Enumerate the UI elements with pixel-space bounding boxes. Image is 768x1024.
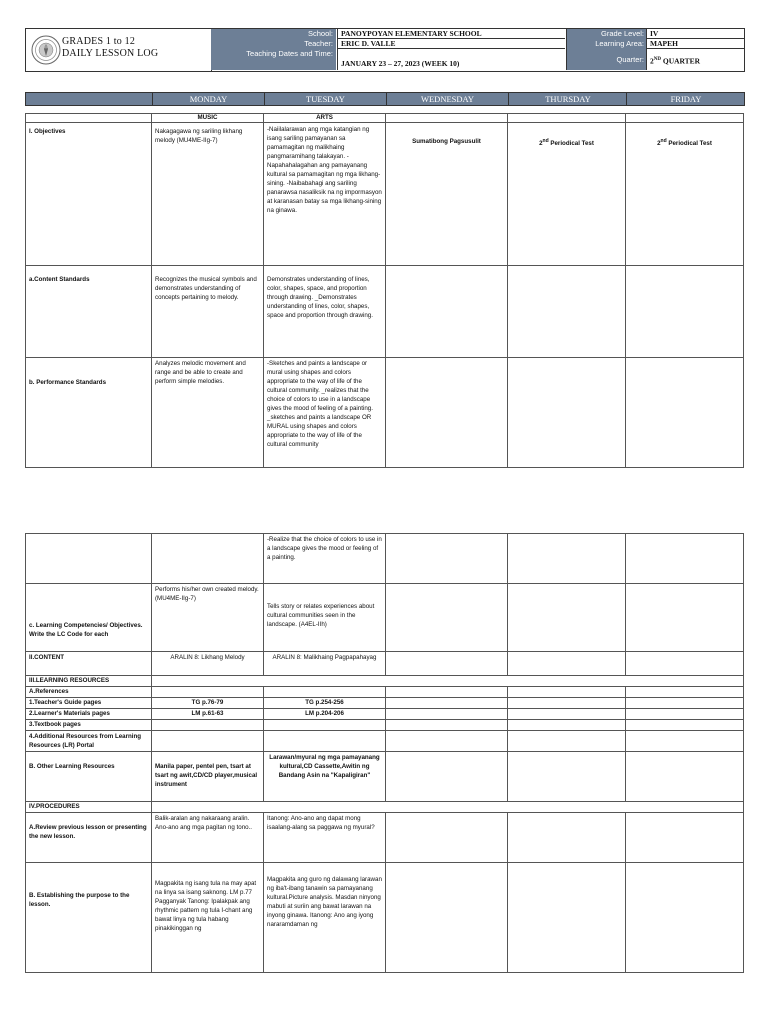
empty-cell xyxy=(508,720,626,731)
day-friday: FRIDAY xyxy=(626,93,745,105)
area-value: MAPEH xyxy=(646,39,744,49)
blank-cell xyxy=(152,534,264,584)
lesson-table-part2 xyxy=(25,533,744,973)
dates-value: JANUARY 23 – 27, 2023 (WEEK 10) xyxy=(337,49,565,70)
school-label: School: xyxy=(211,29,336,39)
wed-objectives: Sumatibong Pagsusulit xyxy=(386,123,508,266)
row-label: 1.Teacher's Guide pages xyxy=(26,698,152,709)
day-wednesday: WEDNESDAY xyxy=(386,93,508,105)
empty-cell xyxy=(386,534,508,584)
day-header-bar xyxy=(25,92,745,106)
tue-content-standards: Demonstrates understanding of lines, color, shapes, space, and proportion through drawing. _Demonstrates understanding of lines, color, shapes, space and proportion through drawing. xyxy=(264,266,386,358)
header-block xyxy=(25,28,745,72)
row-purpose xyxy=(26,863,744,973)
subject-arts: ARTS xyxy=(264,114,386,123)
empty-cell xyxy=(626,584,744,652)
row-content xyxy=(26,652,744,676)
form-title-line2: DAILY LESSON LOG xyxy=(62,48,159,59)
empty-cell xyxy=(626,652,744,676)
row-learners-materials xyxy=(26,709,744,720)
row-standards-continued xyxy=(26,534,744,584)
empty-cell xyxy=(386,584,508,652)
empty-cell xyxy=(508,752,626,802)
thu-objectives: 2nd Periodical Test xyxy=(508,123,626,266)
empty-cell xyxy=(626,813,744,863)
empty-cell xyxy=(508,863,626,973)
row-additional-resources xyxy=(26,731,744,752)
row-review xyxy=(26,813,744,863)
empty-cell xyxy=(508,687,626,698)
mon-review: Balik-aralan ang nakaraang aralin. Ano-ano ang mga pagitan ng tono.. xyxy=(152,813,264,863)
empty-cell xyxy=(386,358,508,468)
empty-cell xyxy=(264,687,386,698)
tue-lm: LM p.204-206 xyxy=(264,709,386,720)
empty-cell xyxy=(386,652,508,676)
quarter-label: Quarter: xyxy=(566,49,647,70)
row-textbook xyxy=(26,720,744,731)
blank-cell xyxy=(386,114,508,123)
empty-cell xyxy=(386,863,508,973)
row-teachers-guide xyxy=(26,698,744,709)
empty-cell xyxy=(626,687,744,698)
row-label: IV.PROCEDURES xyxy=(26,802,152,813)
blank-cell xyxy=(152,802,744,813)
tue-performance-standards: -Sketches and paints a landscape or mural using shapes and colors appropriate to the way of life of the cultural community. _realizes that the choice of colors to use in a landscape gives the mood of feeling of a painting. _sketches and paints a landscape OR MURAL using shapes and colors appropriate to the way of life of the cultural community xyxy=(264,358,386,468)
day-thursday: THURSDAY xyxy=(508,93,627,105)
empty-cell xyxy=(386,813,508,863)
form-title-line1: GRADES 1 to 12 xyxy=(62,36,136,47)
lesson-table-part1 xyxy=(25,113,744,468)
mon-purpose: Magpakita ng isang tula na may apat na linya sa isang saknong. LM p.77 Pagganyak Tanong: Ipalakpak ang rhythmic pattern ng tula I-chant ang bawat linya ng tula habang pinakikinggan ng xyxy=(152,863,264,973)
fri-objectives: 2nd Periodical Test xyxy=(626,123,744,266)
empty-cell xyxy=(508,731,626,752)
tue-standards-continued: -Realize that the choice of colors to use in a landscape gives the mood or feeling of a painting. xyxy=(264,534,386,584)
empty-cell xyxy=(626,534,744,584)
row-label: A.References xyxy=(26,687,152,698)
empty-cell xyxy=(508,584,626,652)
mon-objectives: Nakagagawa ng sariling likhang melody (MU4ME-IIg-7) xyxy=(152,123,264,266)
empty-cell xyxy=(386,720,508,731)
row-label: c. Learning Competencies/ Objectives. Write the LC Code for each xyxy=(26,584,152,652)
empty-cell xyxy=(508,652,626,676)
school-value: PANOYPOYAN ELEMENTARY SCHOOL xyxy=(337,29,565,39)
tue-review: Itanong: Ano-ano ang dapat mong isaalang-alang sa paggawa ng myural? xyxy=(264,813,386,863)
empty-cell xyxy=(626,731,744,752)
empty-cell xyxy=(386,731,508,752)
mon-lm: LM p.61-63 xyxy=(152,709,264,720)
empty-cell xyxy=(264,731,386,752)
tue-other-resources: Larawan/myural ng mga pamayanang kultural,CD Cassette,Awitin ng Bandang Asin na "Kapaligiran" xyxy=(264,752,386,802)
empty-cell xyxy=(386,266,508,358)
mon-tg: TG p.76-79 xyxy=(152,698,264,709)
mon-competencies: Performs his/her own created melody. (MU4ME-IIg-7) xyxy=(152,584,264,652)
blank-cell xyxy=(26,114,152,123)
empty-cell xyxy=(386,752,508,802)
tue-tg: TG p.254-256 xyxy=(264,698,386,709)
blank-cell xyxy=(626,114,744,123)
empty-cell xyxy=(508,813,626,863)
empty-cell xyxy=(626,358,744,468)
row-label: B. Other Learning Resources xyxy=(26,752,152,802)
blank-cell xyxy=(26,534,152,584)
teacher-label: Teacher: xyxy=(211,39,336,49)
mon-other-resources: Manila paper, pentel pen, tsart at tsart ng awit,CD/CD player,musical instrument xyxy=(152,752,264,802)
empty-cell xyxy=(152,731,264,752)
row-label: III.LEARNING RESOURCES xyxy=(26,676,152,687)
row-performance-standards xyxy=(26,358,744,468)
quarter-value: 2ND QUARTER xyxy=(646,49,744,70)
row-label: I. Objectives xyxy=(26,123,152,266)
mon-content: ARALIN 8: Likhang Melody xyxy=(152,652,264,676)
day-tuesday: TUESDAY xyxy=(264,93,386,105)
empty-cell xyxy=(626,720,744,731)
teacher-value: ERIC D. VALLE xyxy=(337,39,565,49)
empty-cell xyxy=(508,358,626,468)
empty-cell xyxy=(508,266,626,358)
row-resources xyxy=(26,676,744,687)
blank-cell xyxy=(152,676,744,687)
empty-cell xyxy=(386,698,508,709)
row-label: 3.Textbook pages xyxy=(26,720,152,731)
empty-cell xyxy=(626,709,744,720)
empty-cell xyxy=(386,709,508,720)
tue-competencies: Tells story or relates experiences about cultural communities seen in the landscape. (A4EL-IIh) xyxy=(264,584,386,652)
empty-cell xyxy=(626,266,744,358)
row-label: B. Establishing the purpose to the lesson. xyxy=(26,863,152,973)
row-content-standards xyxy=(26,266,744,358)
row-label: A.Review previous lesson or presenting the new lesson. xyxy=(26,813,152,863)
empty-cell xyxy=(386,687,508,698)
empty-cell xyxy=(508,534,626,584)
row-label: b. Performance Standards xyxy=(26,358,152,468)
empty-cell xyxy=(626,698,744,709)
area-label: Learning Area: xyxy=(566,39,647,49)
empty-cell xyxy=(508,698,626,709)
row-procedures xyxy=(26,802,744,813)
subject-row xyxy=(26,114,744,123)
logo-cell xyxy=(26,29,212,71)
row-label: II.CONTENT xyxy=(26,652,152,676)
empty-cell xyxy=(152,720,264,731)
tue-content: ARALIN 8: Malikhaing Pagpapahayag xyxy=(264,652,386,676)
row-competencies xyxy=(26,584,744,652)
day-monday: MONDAY xyxy=(152,93,264,105)
row-objectives xyxy=(26,123,744,266)
empty-cell xyxy=(626,863,744,973)
subject-music: MUSIC xyxy=(152,114,264,123)
empty-cell xyxy=(264,720,386,731)
dates-label: Teaching Dates and Time: xyxy=(211,49,336,70)
tue-purpose: Magpakita ang guro ng dalawang larawan ng iba't-ibang tanawin sa pamayanang kultural.Picture analysis. Masdan ninyong mabuti at suriin ang bawat larawan na inyong ginawa. Itanong: Ano ang iyong nararamdaman ng xyxy=(264,863,386,973)
blank-cell xyxy=(508,114,626,123)
mon-performance-standards: Analyzes melodic movement and range and be able to create and perform simple melodies. xyxy=(152,358,264,468)
row-label: 4.Additional Resources from Learning Resources (LR) Portal xyxy=(26,731,152,752)
empty-cell xyxy=(626,752,744,802)
row-label: a.Content Standards xyxy=(26,266,152,358)
grade-value: IV xyxy=(646,29,744,39)
mon-content-standards: Recognizes the musical symbols and demonstrates understanding of concepts pertaining to melody. xyxy=(152,266,264,358)
row-references xyxy=(26,687,744,698)
empty-cell xyxy=(152,687,264,698)
grade-label: Grade Level: xyxy=(566,29,647,39)
row-label: 2.Learner's Materials pages xyxy=(26,709,152,720)
tue-objectives: -Naiilalarawan ang mga katangian ng isang sariling pamayanan sa pamamagitan ng malikhaing pangmaramihang talakayan. -Napahahalagahan ang pamayanang kultural sa pamamagitan ng mga likhang-sining. -Naibabahagi ang sariling panarawsa nasaliksik na ng impormasyon at karanasan batay sa mga likhang-sining na ginawa. xyxy=(264,123,386,266)
deped-seal-icon xyxy=(31,35,61,65)
empty-cell xyxy=(508,709,626,720)
row-other-resources xyxy=(26,752,744,802)
